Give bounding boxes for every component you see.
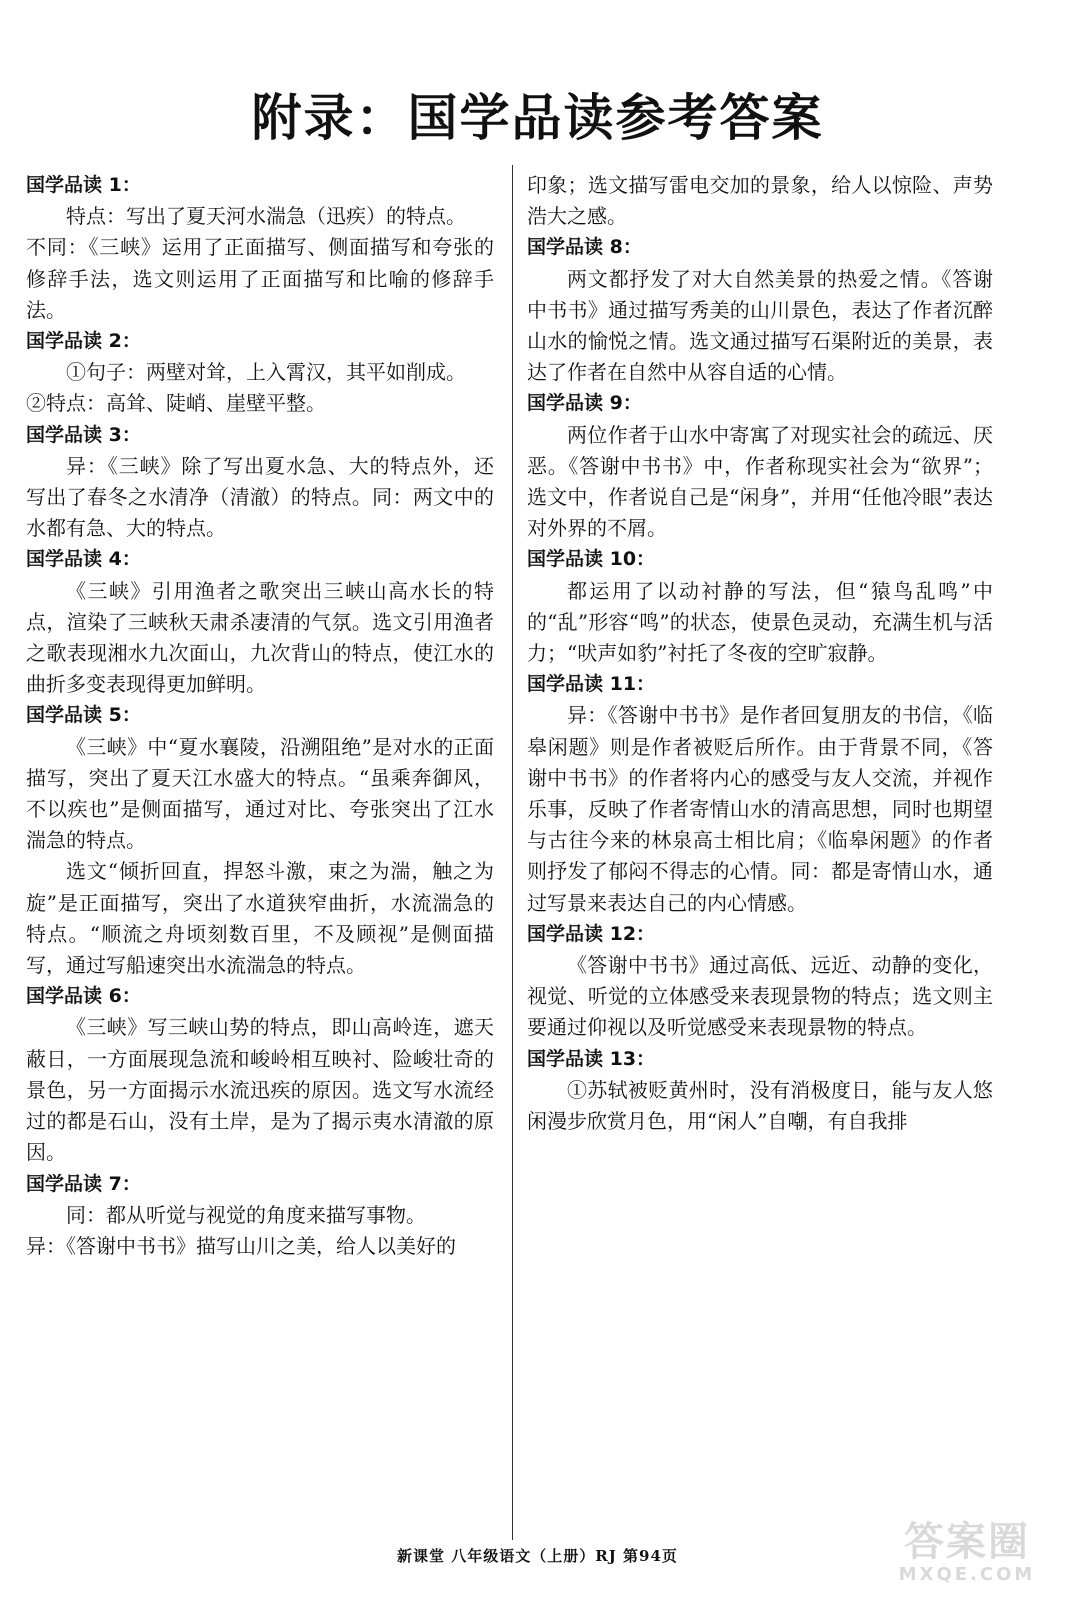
section-heading: 国学品读 8： [527, 236, 642, 259]
section-heading: 国学品读 6： [26, 985, 141, 1008]
answer-paragraph: 《答谢中书书》通过高低、远近、动静的变化，视觉、听觉的立体感受来表现景物的特点；选文则主要通过仰视以及听觉感受来表现景物的特点。 [527, 953, 993, 1040]
watermark-logo-text: 答案圈 [904, 1519, 1030, 1565]
section-heading: 国学品读 13： [527, 1047, 656, 1070]
answer-paragraph: 选文“倾折回直，捍怒斗激，束之为湍，触之为旋”是正面描写，突出了水道狭窄曲折，水流湍急的特点。“顺流之舟顷刻数百里，不及顾视”是侧面描写，通过写船速突出水流湍急的特点。 [26, 859, 494, 978]
answer-paragraph: 两文都抒发了对大自然美景的热爱之情。《答谢中书书》通过描写秀美的山川景色，表达了作者沉醉山水的愉悦之情。选文通过描写石渠附近的美景，表达了作者在自然中从容自适的心情。 [527, 266, 993, 385]
page-footer: 新课堂 八年级语文（上册）RJ 第94页 [397, 1547, 678, 1565]
section-heading: 国学品读 3： [26, 423, 141, 446]
answer-paragraph: 《三峡》引用渔者之歌突出三峡山高水长的特点，渲染了三峡秋天肃杀凄清的气氛。选文引用渔者之歌表现湘水九次面山，九次背山的特点，使江水的曲折多变表现得更加鲜明。 [26, 578, 494, 697]
answer-paragraph: 不同：《三峡》运用了正面描写、侧面描写和夸张的修辞手法，选文则运用了正面描写和比喻的修辞手法。 [26, 235, 494, 322]
answer-paragraph: 异：《答谢中书书》是作者回复朋友的书信，《临皋闲题》则是作者被贬后所作。由于背景不同，《答谢中书书》的作者将内心的感受与友人交流，并视作乐事，反映了作者寄情山水的清高思想，同时也期望与古往今来的林泉高士相比肩；《临皋闲题》的作者则抒发了郁闷不得志的心情。同：都是寄情山水，通过写景来表达自己的内心情感。 [527, 703, 993, 915]
section-heading: 国学品读 10： [527, 548, 656, 571]
answer-paragraph: 《三峡》中“夏水襄陵，沿溯阻绝”是对水的正面描写，突出了夏天江水盛大的特点。“虽乘奔御风，不以疾也”是侧面描写，通过对比、夸张突出了江水湍急的特点。 [26, 734, 494, 853]
right-column [527, 170, 993, 1137]
answer-paragraph: 《三峡》写三峡山势的特点，即山高岭连，遮天蔽日，一方面展现急流和峻岭相互映衬、险峻壮奇的景色，另一方面揭示水流迅疾的原因。选文写水流经过的都是石山，没有土岸，是为了揭示夷水清澈的原因。 [26, 1015, 494, 1165]
watermark-site-text: MXQE.COM [898, 1564, 1036, 1585]
section-heading: 国学品读 5： [26, 704, 141, 727]
section-heading: 国学品读 7： [26, 1172, 141, 1195]
section-heading: 国学品读 4： [26, 548, 141, 571]
watermark-logo [877, 1520, 1057, 1590]
answer-paragraph: 两位作者于山水中寄寓了对现实社会的疏远、厌恶。《答谢中书书》中，作者称现实社会为“欲界”；选文中，作者说自己是“闲身”，并用“任他冷眼”表达对外界的不屑。 [527, 422, 993, 541]
answer-paragraph: ②特点：高耸、陡峭、崖壁平整。 [26, 391, 326, 416]
answer-paragraph: 异：《三峡》除了写出夏水急、大的特点外，还写出了春冬之水清净（清澈）的特点。同：两文中的水都有急、大的特点。 [26, 453, 494, 541]
column-divider [512, 165, 513, 1540]
answer-paragraph: ①苏轼被贬黄州时，没有消极度日，能与友人悠闲漫步欣赏月色，用“闲人”自嘲，有自我排 [527, 1077, 993, 1134]
section-heading: 国学品读 1： [26, 174, 141, 196]
section-heading: 国学品读 9： [527, 392, 642, 415]
answer-paragraph: 异：《答谢中书书》描写山川之美，给人以美好的 [26, 1233, 456, 1258]
section-heading: 国学品读 2： [26, 330, 141, 353]
answer-paragraph: 都运用了以动衬静的写法，但“猿鸟乱鸣”中的“乱”形容“鸣”的状态，使景色灵动，充满生机与活力；“吠声如豹”衬托了冬夜的空旷寂静。 [527, 578, 993, 666]
page-title: 附录：国学品读参考答案 [251, 89, 824, 147]
answer-paragraph: 印象；选文描写雷电交加的景象，给人以惊险、声势浩大之感。 [527, 173, 993, 229]
answer-paragraph: ①句子：两壁对耸，上入霄汉，其平如削成。 [66, 360, 466, 385]
section-heading: 国学品读 11： [527, 673, 656, 696]
answer-paragraph: 同：都从听觉与视觉的角度来描写事物。 [66, 1202, 426, 1227]
section-heading: 国学品读 12： [527, 922, 656, 945]
answer-paragraph: 特点：写出了夏天河水湍急（迅疾）的特点。 [66, 204, 466, 229]
left-column [26, 170, 494, 1262]
